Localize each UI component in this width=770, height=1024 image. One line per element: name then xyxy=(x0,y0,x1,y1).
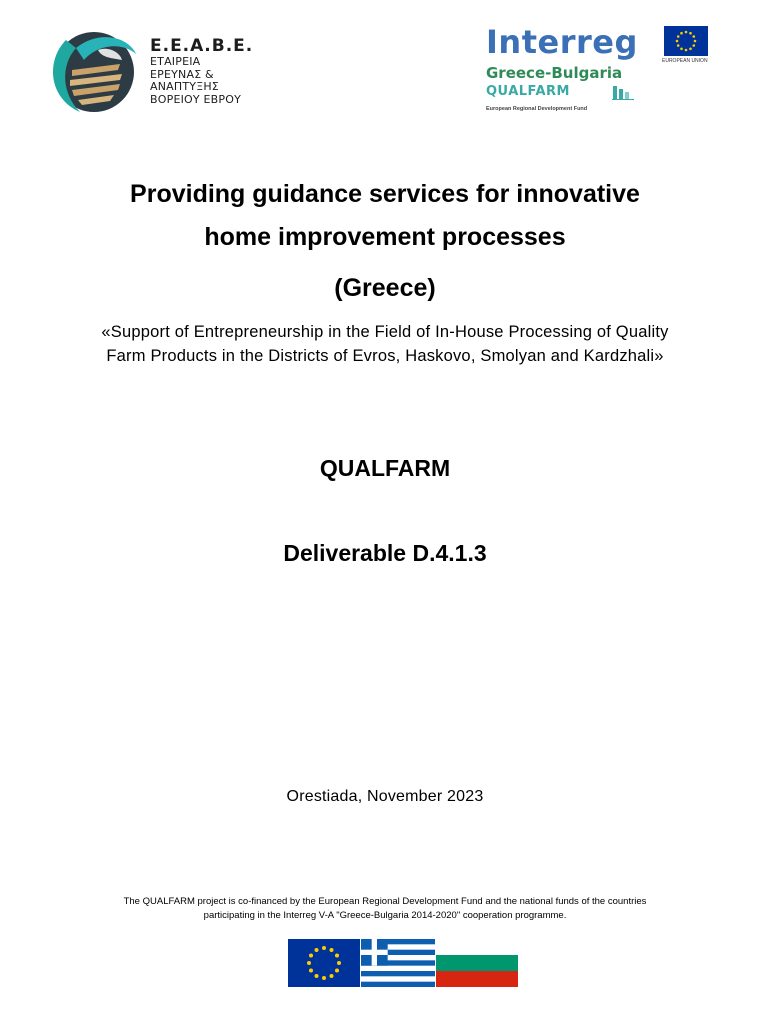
eeabe-logo xyxy=(36,20,276,120)
deliverable-id: Deliverable D.4.1.3 xyxy=(283,540,487,566)
document-title-line-2: home improvement processes xyxy=(204,223,566,251)
interreg-logo xyxy=(486,24,716,124)
cofinancing-note: The QUALFARM project is co-financed by the European Regional Development Fund and the national funds of the countries participating in the Interreg V-A "Greece-Bulgaria 2014-2020" cooperation programme. xyxy=(123,896,647,921)
flags-row xyxy=(288,939,518,987)
greece-flag xyxy=(361,939,435,987)
eu-label: EUROPEAN UNION xyxy=(662,58,708,64)
eeabe-line: ΕΡΕΥΝΑΣ & xyxy=(150,67,214,81)
document-title-line-1: Providing guidance services for innovative xyxy=(130,180,640,208)
programme-name: Greece-Bulgaria xyxy=(486,64,623,82)
fund-label: European Regional Development Fund xyxy=(486,106,588,112)
eeabe-text xyxy=(150,36,280,106)
qualfarm-building-icon xyxy=(612,84,634,100)
eeabe-line: ΒΟΡΕΙΟΥ ΕΒΡΟΥ xyxy=(150,92,242,106)
project-full-title: «Support of Entrepreneurship in the Field of In-House Processing of Quality Farm Products in the Districts of Evros, Haskovo, Smolyan and Kardzhali» xyxy=(101,323,669,365)
eeabe-logo-mark xyxy=(36,20,140,120)
document-title-country: (Greece) xyxy=(334,274,436,302)
eeabe-line: ΕΤΑΙΡΕΙΑ xyxy=(150,55,201,68)
eu-flag-icon xyxy=(664,26,708,56)
eeabe-line: ΑΝΑΠΤΥΞΗΣ xyxy=(150,80,219,93)
eu-flag xyxy=(288,939,360,987)
interreg-wordmark: Interreg xyxy=(486,23,638,61)
eeabe-name: Ε.Ε.Α.Β.Ε. xyxy=(150,36,254,56)
project-name: QUALFARM xyxy=(319,455,451,481)
project-logo-text: QUALFARM xyxy=(486,84,570,99)
place-and-date: Orestiada, November 2023 xyxy=(286,788,484,805)
bulgaria-flag xyxy=(436,939,518,987)
